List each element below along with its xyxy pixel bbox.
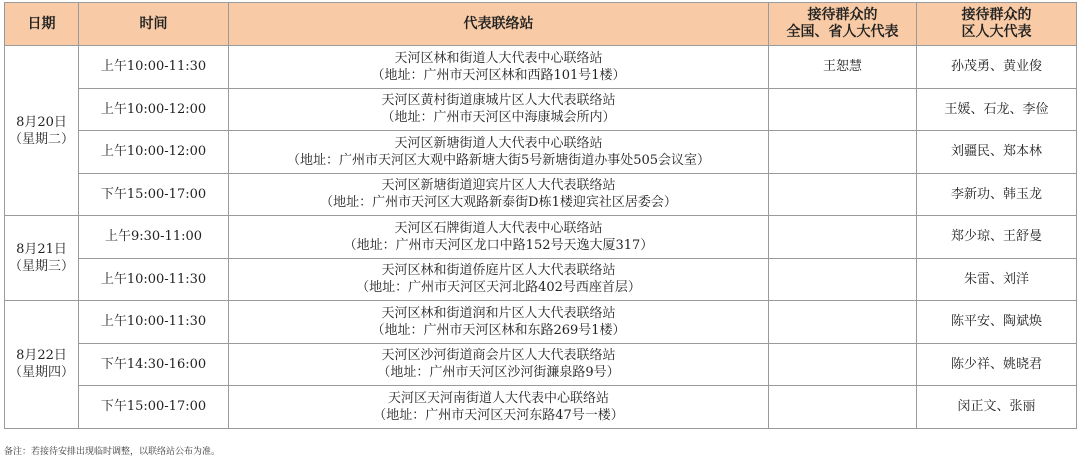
station-cell [229, 216, 769, 259]
station-address: （地址：广州市天河区林和东路269号1楼） [371, 322, 626, 338]
station-cell [229, 386, 769, 429]
district-deputy-cell: 王媛、石龙、李俭 [917, 88, 1077, 131]
station-cell [229, 258, 769, 301]
station-cell [229, 88, 769, 131]
district-deputy-cell: 陈少祥、姚晓君 [917, 343, 1077, 386]
header-date: 日期 [5, 3, 79, 46]
station-name: 天河区林和街道人大代表中心联络站 [394, 50, 603, 66]
table-row [5, 46, 1077, 89]
date-label: 8月22日 [16, 348, 67, 364]
table-row [5, 173, 1077, 216]
station-address: （地址：广州市天河区沙河街濂泉路9号） [377, 365, 620, 381]
header-district-line2: 区人大代表 [961, 24, 1032, 40]
station-address: （地址：广州市天河区林和西路101号1楼） [371, 67, 626, 83]
national-deputy-cell: 王恕慧 [769, 46, 917, 89]
time-cell: 上午10:00-11:30 [79, 258, 229, 301]
station-address: （地址：广州市天河区大观中路新塘大街5号新塘街道办事处505会议室） [286, 152, 711, 168]
station-name: 天河区新塘街道人大代表中心联络站 [394, 135, 603, 151]
time-cell: 上午9:30-11:00 [79, 216, 229, 259]
district-deputy-cell: 闵正文、张丽 [917, 386, 1077, 429]
table-row [5, 216, 1077, 259]
time-cell: 上午10:00-12:00 [79, 88, 229, 131]
table-row [5, 301, 1077, 344]
national-deputy-cell [769, 343, 917, 386]
station-name: 天河区林和街道侨庭片区人大代表联络站 [381, 263, 616, 279]
district-deputy-cell: 孙茂勇、黄业俊 [917, 46, 1077, 89]
station-cell [229, 131, 769, 174]
date-cell [5, 46, 79, 216]
header-time: 时间 [79, 3, 229, 46]
national-deputy-cell [769, 386, 917, 429]
time-cell: 下午15:00-17:00 [79, 386, 229, 429]
district-deputy-cell: 朱雷、刘洋 [917, 258, 1077, 301]
header-district-line1: 接待群众的 [961, 7, 1032, 23]
national-deputy-cell [769, 88, 917, 131]
table-row [5, 386, 1077, 429]
district-deputy-cell: 刘疆民、郑本林 [917, 131, 1077, 174]
date-cell [5, 301, 79, 429]
station-name: 天河区黄村街道康城片区人大代表联络站 [381, 93, 616, 109]
national-deputy-cell [769, 173, 917, 216]
national-deputy-cell [769, 131, 917, 174]
station-cell [229, 173, 769, 216]
time-cell: 下午14:30-16:00 [79, 343, 229, 386]
table-row [5, 258, 1077, 301]
national-deputy-cell [769, 258, 917, 301]
district-deputy-cell: 郑少琼、王舒曼 [917, 216, 1077, 259]
table-row [5, 343, 1077, 386]
table-row [5, 88, 1077, 131]
station-cell [229, 343, 769, 386]
district-deputy-cell: 陈平安、陶斌焕 [917, 301, 1077, 344]
footnote: 备注：若接待安排出现临时调整，以联络站公布为准。 [4, 447, 221, 457]
station-cell [229, 301, 769, 344]
station-name: 天河区沙河街道商会片区人大代表联络站 [381, 348, 616, 364]
time-cell: 上午10:00-11:30 [79, 46, 229, 89]
table-row [5, 131, 1077, 174]
weekday-label: （星期四） [9, 365, 75, 381]
station-name: 天河区石牌街道人大代表中心联络站 [394, 220, 603, 236]
district-deputy-cell: 李新功、韩玉龙 [917, 173, 1077, 216]
header-national-line1: 接待群众的 [807, 7, 878, 23]
national-deputy-cell [769, 216, 917, 259]
header-district-deputies [917, 3, 1077, 46]
header-station: 代表联络站 [229, 3, 769, 46]
station-name: 天河区天河南街道人大代表中心联络站 [387, 390, 609, 406]
station-name: 天河区林和街道润和片区人大代表联络站 [381, 305, 616, 321]
station-address: （地址：广州市天河区天河东路47号一楼） [373, 407, 624, 423]
weekday-label: （星期三） [9, 259, 75, 274]
header-row [5, 3, 1077, 46]
station-address: （地址：广州市天河区天河北路402号西座首层） [356, 280, 641, 296]
date-cell [5, 216, 79, 301]
station-name: 天河区新塘街道迎宾片区人大代表联络站 [381, 178, 616, 194]
weekday-label: （星期二） [9, 131, 75, 147]
date-label: 8月21日 [16, 242, 67, 257]
station-address: （地址：广州市天河区中海康城会所内） [381, 110, 616, 126]
reception-schedule-table [4, 2, 1077, 429]
time-cell: 上午10:00-12:00 [79, 131, 229, 174]
station-cell [229, 46, 769, 89]
table-body [5, 46, 1077, 429]
header-national-deputies [769, 3, 917, 46]
station-address: （地址：广州市天河区大观路新泰街D栋1楼迎宾社区居委会） [320, 195, 677, 211]
national-deputy-cell [769, 301, 917, 344]
date-label: 8月20日 [16, 114, 67, 130]
time-cell: 上午10:00-11:30 [79, 301, 229, 344]
time-cell: 下午15:00-17:00 [79, 173, 229, 216]
station-address: （地址：广州市天河区龙口中路152号天逸大厦317） [343, 237, 654, 253]
header-national-line2: 全国、省人大代表 [786, 24, 899, 40]
